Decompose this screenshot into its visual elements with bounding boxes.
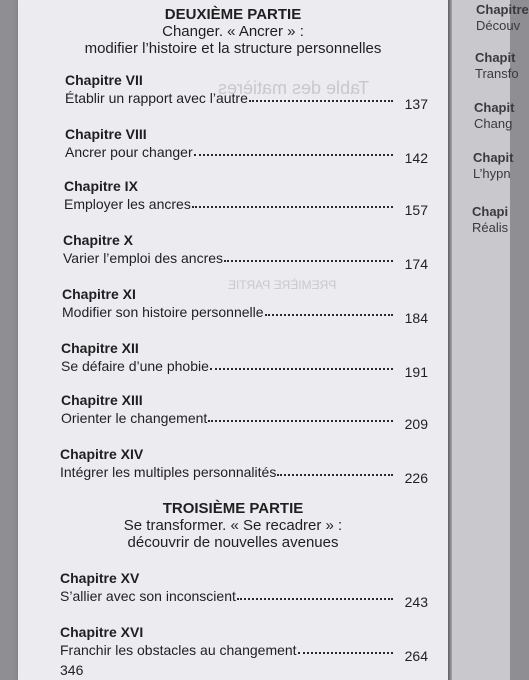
dot-leader — [210, 367, 393, 370]
dot-leader — [224, 259, 393, 262]
chapter-page-number: 243 — [404, 594, 428, 610]
chapter-page-number: 174 — [404, 256, 428, 272]
chapter-title: S’allier avec son inconscient — [60, 588, 236, 604]
chapter-entry-row — [60, 642, 428, 664]
chapter-title: Employer les ancres — [64, 196, 191, 212]
chapter-label: Chapitre IX — [64, 178, 138, 194]
right-page-chapter-label: Chapit — [475, 50, 516, 65]
right-page-chapter-title: Chang — [474, 116, 513, 131]
book-page-right — [452, 0, 529, 680]
dot-leader — [194, 153, 393, 156]
chapter-entry-row — [62, 304, 428, 326]
right-page-chapter-title: Découv — [476, 18, 521, 33]
chapter-label: Chapitre XIII — [61, 392, 143, 408]
part-two-title: DEUXIÈME PARTIE — [164, 6, 302, 23]
dot-leader — [265, 313, 393, 316]
dot-leader — [208, 419, 392, 422]
part-two-subtitle-line1: Changer. « Ancrer » : — [162, 23, 304, 40]
chapter-label: Chapitre VIII — [65, 126, 147, 142]
page-number: 346 — [60, 662, 84, 678]
right-page-chapter-label: Chapitre — [476, 2, 529, 17]
chapter-page-number: 142 — [404, 150, 428, 166]
right-page-chapter-title: Transfo — [475, 66, 519, 81]
chapter-label: Chapitre XV — [60, 570, 140, 586]
part-three-subtitle-line1: Se transformer. « Se recadrer » : — [123, 517, 343, 534]
chapter-page-number: 264 — [404, 648, 428, 664]
chapter-page-number: 226 — [404, 470, 428, 486]
dot-leader — [249, 99, 393, 102]
chapter-label: Chapitre X — [63, 232, 134, 248]
dot-leader — [277, 473, 392, 476]
chapter-entry-row — [60, 588, 428, 610]
chapter-label: Chapitre XII — [61, 340, 139, 356]
bleed-through-heading: Table des matières — [218, 78, 370, 98]
chapter-entry-row — [60, 464, 428, 486]
right-page-chapter-label: Chapi — [472, 204, 509, 219]
chapter-entry-row — [65, 144, 428, 166]
chapter-entry-row — [61, 358, 428, 380]
chapter-entry-row — [61, 410, 428, 432]
part-three-header — [18, 500, 448, 551]
right-page-chapter-label: Chapit — [474, 100, 515, 115]
dot-leader — [237, 597, 393, 600]
chapter-page-number: 184 — [404, 310, 428, 326]
part-three-title: TROISIÈME PARTIE — [162, 500, 304, 517]
chapter-entry-row — [65, 90, 428, 112]
dot-leader — [298, 651, 393, 654]
part-three-subtitle-line2: découvrir de nouvelles avenues — [127, 534, 339, 551]
dot-leader — [192, 205, 393, 208]
chapter-label: Chapitre XIV — [60, 446, 144, 462]
chapter-title: Intégrer les multiples personnalités — [60, 464, 277, 480]
part-two-subtitle-line2: modifier l’histoire et la structure personnelles — [84, 40, 382, 57]
chapter-title: Orienter le changement — [61, 410, 208, 426]
chapter-title: Varier l’emploi des ancres — [63, 250, 224, 266]
bleed-through-part: PREMIÈRE PARTIE — [228, 278, 337, 292]
chapter-entry-row — [63, 250, 428, 272]
chapter-title: Franchir les obstacles au changement — [60, 642, 297, 658]
chapter-label: Chapitre XVI — [60, 624, 144, 640]
part-two-header — [18, 6, 448, 57]
right-page-chapter-label: Chapit — [473, 150, 514, 165]
chapter-label: Chapitre XI — [62, 286, 136, 302]
chapter-title: Ancrer pour changer — [65, 144, 193, 160]
chapter-page-number: 209 — [404, 416, 428, 432]
chapter-label: Chapitre VII — [65, 72, 143, 88]
right-page-chapter-title: Réalis — [472, 220, 509, 235]
chapter-title: Établir un rapport avec l’autre — [65, 90, 248, 106]
chapter-page-number: 137 — [404, 96, 428, 112]
book-page-left — [18, 0, 448, 680]
chapter-title: Se défaire d’une phobie — [61, 358, 209, 374]
chapter-title: Modifier son histoire personnelle — [62, 304, 264, 320]
right-page-chapter-title: L’hypn — [473, 166, 511, 181]
chapter-page-number: 191 — [404, 364, 428, 380]
chapter-page-number: 157 — [404, 202, 428, 218]
chapter-entry-row — [64, 196, 428, 218]
